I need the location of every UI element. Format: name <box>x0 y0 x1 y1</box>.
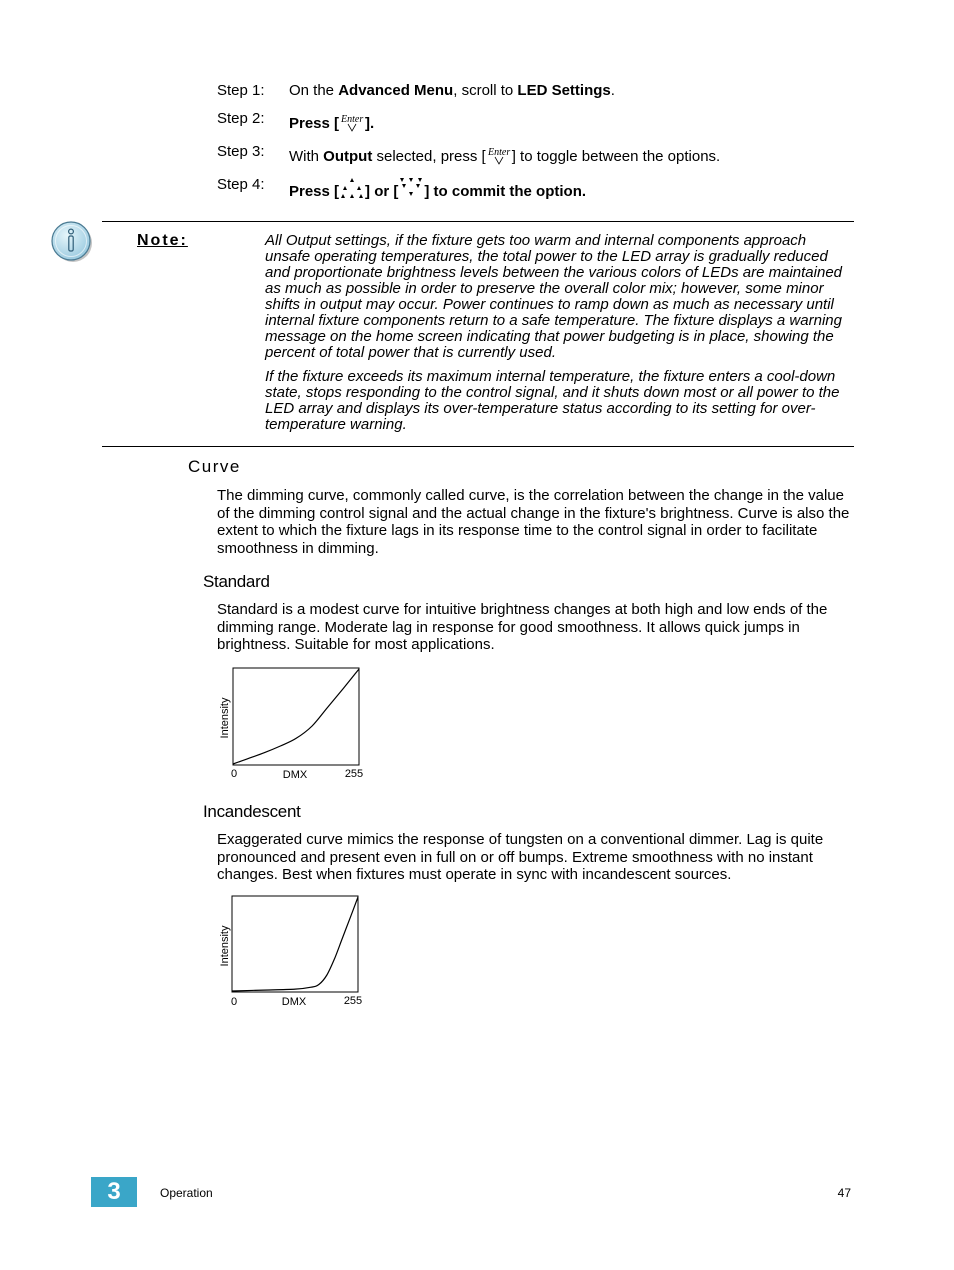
standard-chart <box>212 662 372 789</box>
step-text: With Output selected, press [ Enter ] to toggle between the options. <box>289 143 720 170</box>
footer-section: Operation <box>160 1186 213 1200</box>
note-label: Note: <box>137 232 188 249</box>
down-arrow-key-icon <box>398 176 424 205</box>
up-arrow-key-icon <box>339 176 365 205</box>
incandescent-heading: Incandescent <box>203 802 301 821</box>
incandescent-curve-line <box>232 897 358 991</box>
enter-key-icon <box>486 143 512 170</box>
enter-key-icon <box>339 110 365 137</box>
chapter-tab: 3 <box>91 1177 137 1207</box>
incandescent-chart <box>212 890 372 1017</box>
enter-key-text: Enter <box>487 147 510 158</box>
step-text: On the Advanced Menu, scroll to LED Settings. <box>289 82 615 99</box>
curve-intro: The dimming curve, commonly called curve, is the correlation between the change in the value of the dimming control signal and the actual change in the fixture's brightness. Curve is also the extent to which the fixture lags in its response time to the control signal in order to facilitate smoothness in dimming. <box>217 487 850 557</box>
y-axis-label: Intensity <box>219 925 231 967</box>
x-tick-max: 255 <box>344 768 364 780</box>
step-label: Step 3: <box>217 143 265 160</box>
chart-frame <box>233 668 359 765</box>
step-label: Step 4: <box>217 176 265 193</box>
standard-text: Standard is a modest curve for intuitive brightness changes at both high and low ends of the dimming range. Moderate lag in response for good smoothness. It allows quick jumps in brightness. Suitable for most applications. <box>217 601 828 654</box>
enter-key-text: Enter <box>341 114 364 125</box>
standard-heading: Standard <box>203 572 270 591</box>
note-bottom-rule <box>102 446 854 447</box>
chart-frame <box>232 896 358 992</box>
x-tick-max: 255 <box>343 995 363 1007</box>
standard-curve-line <box>233 669 359 764</box>
x-axis-label: DMX <box>282 769 308 781</box>
note-paragraph-1: All Output settings, if the fixture gets too warm and internal components approach unsafe operating temperatures, the total power to the LED array is gradually reduced and proportionate brightness levels between the various colors of LEDs are maintained as much as possible in order to preserve the overall color mix; however, some minor shifts in output may occur. Power continues to ramp down as much as necessary until internal fixture components return to a safe temperature. The fixture displays a warning message on the home screen indicating that power budgeting is in place, showing the percent of total power that is currently used. <box>265 232 843 361</box>
note-paragraph-2: If the fixture exceeds its maximum internal temperature, the fixture enters a cool-down state, stops responding to the control signal, and it shuts down most or all power to the LED array and displays its over-temperature status according to its setting for over-temperature warning. <box>265 368 840 433</box>
x-tick-min: 0 <box>230 996 238 1008</box>
step-label: Step 1: <box>217 82 265 99</box>
info-icon <box>50 220 98 271</box>
step-text: Press [ ] or [ ] to commit the option. <box>289 176 586 205</box>
curve-heading: Curve <box>188 457 241 476</box>
note-top-rule <box>102 221 854 222</box>
footer-page-number: 47 <box>837 1186 851 1200</box>
step-text: Press [ Enter ]. <box>289 110 374 137</box>
x-axis-label: DMX <box>281 996 307 1008</box>
incandescent-text: Exaggerated curve mimics the response of tungsten on a conventional dimmer. Lag is quite pronounced and present even in full on or off bumps. Extreme smoothness with no instant changes. Best when fixtures must operate in sync with incandescent sources. <box>217 831 824 884</box>
y-axis-label: Intensity <box>219 697 231 739</box>
step-label: Step 2: <box>217 110 265 127</box>
x-tick-min: 0 <box>230 768 238 780</box>
